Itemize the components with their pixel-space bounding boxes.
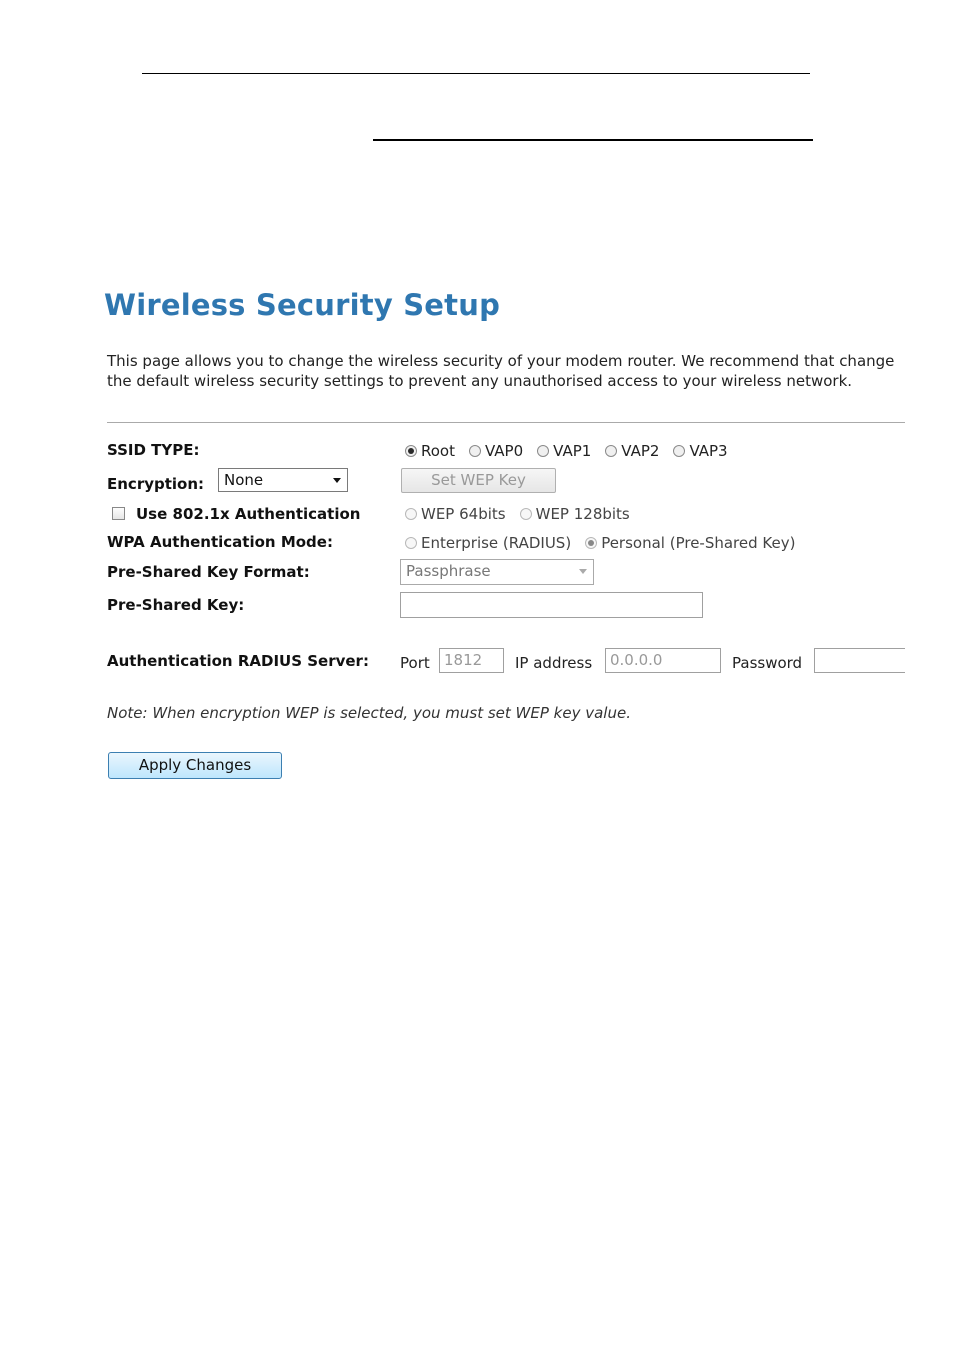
header-rule: [142, 73, 810, 74]
apply-changes-button[interactable]: Apply Changes: [108, 752, 282, 779]
ssid-option-vap2[interactable]: VAP2: [605, 442, 659, 460]
radius-ip-input[interactable]: 0.0.0.0: [605, 648, 721, 673]
radius-label: Authentication RADIUS Server:: [107, 652, 369, 670]
ssid-option-vap0[interactable]: VAP0: [469, 442, 523, 460]
radio-icon[interactable]: [405, 445, 417, 457]
wep-bits-group: [405, 505, 644, 523]
page-intro: This page allows you to change the wireless security of your modem router. We recommend that change the default wireless security settings to prevent any unauthorised access to your wireless network.: [107, 352, 895, 390]
radius-password-input[interactable]: [814, 648, 905, 673]
divider: [107, 422, 905, 423]
header-underline: [373, 139, 813, 141]
psk-format-label: Pre-Shared Key Format:: [107, 563, 310, 581]
wpa-personal-option[interactable]: Personal (Pre-Shared Key): [585, 534, 795, 552]
encryption-label: Encryption:: [107, 475, 205, 493]
radio-icon[interactable]: [520, 508, 532, 520]
encryption-select[interactable]: [218, 468, 348, 492]
radio-icon[interactable]: [673, 445, 685, 457]
radius-password-label: Password: [732, 654, 803, 672]
radius-port-input[interactable]: 1812: [439, 648, 504, 673]
radio-icon[interactable]: [405, 508, 417, 520]
wep-64bits-option[interactable]: WEP 64bits: [405, 505, 506, 523]
wpa-enterprise-option[interactable]: Enterprise (RADIUS): [405, 534, 571, 552]
psk-format-select[interactable]: [400, 559, 594, 585]
chevron-down-icon: [333, 478, 341, 483]
ssid-option-vap1[interactable]: VAP1: [537, 442, 591, 460]
auth-8021x-label: Use 802.1x Authentication: [136, 505, 361, 523]
ssid-option-vap3[interactable]: VAP3: [673, 442, 727, 460]
psk-format-value: Passphrase: [406, 562, 491, 580]
wpa-mode-label: WPA Authentication Mode:: [107, 533, 333, 551]
wep-128bits-option[interactable]: WEP 128bits: [520, 505, 630, 523]
radio-icon[interactable]: [585, 537, 597, 549]
ssid-type-group: [405, 442, 742, 460]
ssid-type-label: SSID TYPE:: [107, 441, 200, 459]
radius-ip-label: IP address: [515, 654, 593, 672]
wep-note: Note: When encryption WEP is selected, you must set WEP key value.: [107, 704, 631, 722]
radio-icon[interactable]: [605, 445, 617, 457]
radio-icon[interactable]: [405, 537, 417, 549]
auth-8021x-checkbox[interactable]: [112, 507, 125, 520]
encryption-value: None: [224, 471, 264, 489]
radio-icon[interactable]: [537, 445, 549, 457]
psk-input[interactable]: [400, 592, 703, 618]
chevron-down-icon: [579, 569, 587, 574]
wpa-mode-group: [405, 534, 809, 552]
ssid-option-root[interactable]: Root: [405, 442, 455, 460]
page-title: Wireless Security Setup: [104, 288, 501, 322]
psk-label: Pre-Shared Key:: [107, 596, 245, 614]
radius-port-label: Port: [400, 654, 430, 672]
radio-icon[interactable]: [469, 445, 481, 457]
set-wep-key-button[interactable]: Set WEP Key: [401, 468, 556, 493]
